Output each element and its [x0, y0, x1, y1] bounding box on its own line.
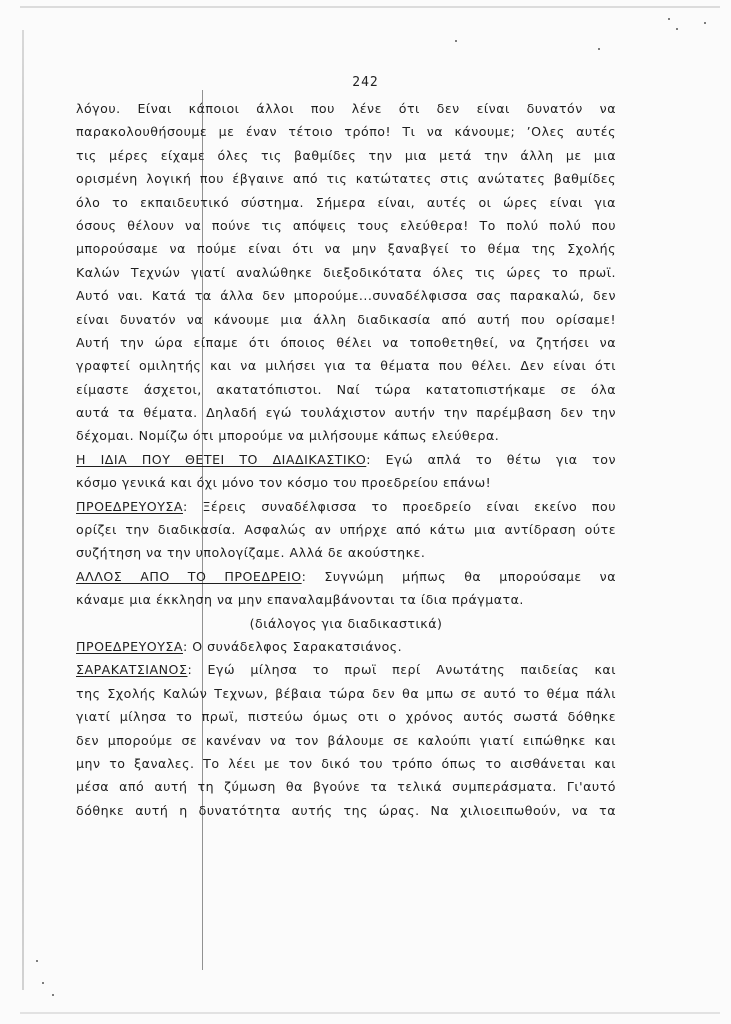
text-line	[76, 705, 616, 728]
line-text: αυτά τα θέματα. Δηλαδή εγώ τουλάχιστον αυτήν την παρέμβαση δεν την	[76, 405, 616, 421]
line-text: τις μέρες είχαμε όλες τις βαθμίδες την μια μετά την άλλη με μια	[76, 147, 616, 163]
text-line	[76, 144, 616, 167]
scan-speck	[598, 48, 600, 50]
text-line	[76, 729, 616, 752]
scan-speck	[42, 982, 44, 984]
text-line	[76, 261, 616, 284]
text-line	[76, 167, 616, 190]
line-text: δέχομαι. Νομίζω ότι μπορούμε να μιλήσουμε κάπως ελεύθερα.	[76, 428, 500, 444]
line-text: μέσα από αυτή τη ζύμωση θα βγούνε τα τελικά συμπεράσματα. Γι'αυτό	[76, 779, 616, 795]
speaker-name: Η ΙΔΙΑ ΠΟΥ ΘΕΤΕΙ ΤΟ ΔΙΑΔΙΚΑΣΤΙΚΟ	[76, 451, 367, 467]
line-text: της Σχολής Καλών Τεχνων, βέβαια τώρα δεν θα μπω σε αυτό το θέμα πάλι	[76, 685, 616, 701]
text-line	[76, 97, 616, 120]
line-text: είμαστε άσχετοι, ακατατόπιστοι. Ναί τώρα κατατοπιστήκαμε σε όλα	[76, 381, 616, 397]
text-line	[76, 191, 616, 214]
scan-speck	[676, 28, 678, 30]
line-text: γιατί μίλησα το πρωϊ, πιστεύω όμως οτι ο χρόνος αυτός σωστά δόθηκε	[76, 709, 616, 725]
line-text: Καλών Τεχνών γιατί αναλώθηκε διεξοδικότατα όλες τις ώρες το πρωϊ.	[76, 264, 616, 280]
speaker-name: ΠΡΟΕΔΡΕΥΟΥΣΑ	[76, 638, 183, 654]
scan-speck	[704, 22, 706, 24]
line-text: κάναμε μια έκκληση να μην επαναλαμβάνονται τα ίδια πράγματα.	[76, 592, 524, 608]
line-text: κόσμο γενικά και όχι μόνο τον κόσμο του προεδρείου επάνω!	[76, 475, 492, 491]
line-text: μπορούσαμε να πούμε είναι ότι να μην ξαναβγεί το θέμα της Σχολής	[76, 241, 616, 257]
page-number: 242	[352, 75, 379, 90]
line-text: : Εγώ απλά το θέτω για τον	[366, 451, 617, 467]
line-text: όλο το εκπαιδευτικό σύστημα. Σήμερα είναι, αυτές οι ώρες είναι για	[76, 194, 616, 210]
transcript-body	[76, 97, 616, 822]
line-text: μην το ξαναλες. Το λέει με τον δικό του τρόπο όπως το αισθάνεται και	[76, 755, 616, 771]
scan-left-edge	[22, 30, 24, 990]
speaker-name: ΠΡΟΕΔΡΕΥΟΥΣΑ	[76, 498, 183, 514]
text-line	[76, 214, 616, 237]
text-line	[76, 120, 616, 143]
line-text: : Συγνώμη μήπως θα μπορούσαμε να	[301, 568, 616, 584]
text-line	[76, 612, 616, 635]
line-text: : Ξέρεις συναδέλφισσα το προεδρείο είναι εκείνο που	[182, 498, 616, 514]
scan-speck	[455, 40, 457, 42]
line-text: Αυτό ναι. Κατά τα άλλα δεν μπορούμε...συναδέλφισσα σας παρακαλώ, δεν	[76, 288, 616, 304]
scan-speck	[668, 18, 670, 20]
line-text: λόγου. Είναι κάποιοι άλλοι που λένε ότι δεν είναι δυνατόν να	[76, 101, 616, 116]
text-line	[76, 588, 616, 611]
speaker-name: ΑΛΛΟΣ ΑΠΟ ΤΟ ΠΡΟΕΔΡΕΙΟ	[76, 568, 302, 584]
speaker-line	[76, 495, 616, 518]
text-line	[76, 424, 616, 447]
line-text: (διάλογος για διαδικαστικά)	[249, 615, 443, 631]
line-text: συζήτηση να την υπολογίζαμε. Αλλά δε ακούστηκε.	[76, 545, 426, 561]
line-text: είναι δυνατόν να κάνουμε μια άλλη διαδικασία από αυτή που ορίσαμε!	[76, 311, 616, 327]
line-text: ορίζει την διαδικασία. Ασφαλώς αν υπήρχε από κάτω μια αντίδραση ούτε	[76, 522, 616, 538]
text-line	[76, 518, 616, 541]
line-text: παρακολουθήσουμε με έναν τέτοιο τρόπο! Τι να κάνουμε; ’Ολες αυτές	[76, 124, 616, 140]
line-text: όσους θέλουν να πούνε τις απόψεις τους ελεύθερα! Το πολύ πολύ που	[76, 217, 616, 233]
text-line	[76, 378, 616, 401]
text-line	[76, 237, 616, 260]
text-line	[76, 541, 616, 564]
scan-bottom-edge	[20, 1012, 720, 1014]
text-line	[76, 752, 616, 775]
text-line	[76, 354, 616, 377]
speaker-line	[76, 448, 616, 471]
scan-top-edge	[20, 6, 720, 8]
line-text: γραφτεί ομιλητής και να μιλήσει για τα θέματα που θέλει. Δεν είναι ότι	[76, 358, 616, 374]
text-line	[76, 682, 616, 705]
speaker-line	[76, 658, 616, 681]
scan-speck	[36, 960, 38, 962]
text-line	[76, 799, 616, 822]
line-text: δόθηκε αυτή η δυνατότητα αυτής της ώρας. Να χιλιοειπωθούν, να τα	[76, 802, 616, 818]
text-line	[76, 308, 616, 331]
line-text: : Ο συνάδελφος Σαρακατσιάνος.	[182, 638, 403, 654]
line-text: : Εγώ μίλησα το πρωϊ περί Ανωτάτης παιδείας και	[187, 662, 616, 678]
speaker-name: ΣΑΡΑΚΑΤΣΙΑΝΟΣ	[76, 662, 188, 678]
text-line	[76, 775, 616, 798]
scan-speck	[52, 994, 54, 996]
text-line	[76, 401, 616, 424]
speaker-line	[76, 565, 616, 588]
text-line	[76, 471, 616, 494]
line-text: Αυτή την ώρα είπαμε ότι όποιος θέλει να τοποθετηθεί, να ζητήσει να	[76, 334, 616, 350]
text-line	[76, 284, 616, 307]
speaker-line	[76, 635, 616, 658]
line-text: δεν μπορούμε σε κανέναν να τον βάλουμε σε καλούπι γιατί ειπώθηκε και	[76, 732, 616, 748]
text-line	[76, 331, 616, 354]
line-text: ορισμένη λογική που έβγαινε από τις κατώτατες στις ανώτατες βαθμίδες	[76, 171, 616, 187]
